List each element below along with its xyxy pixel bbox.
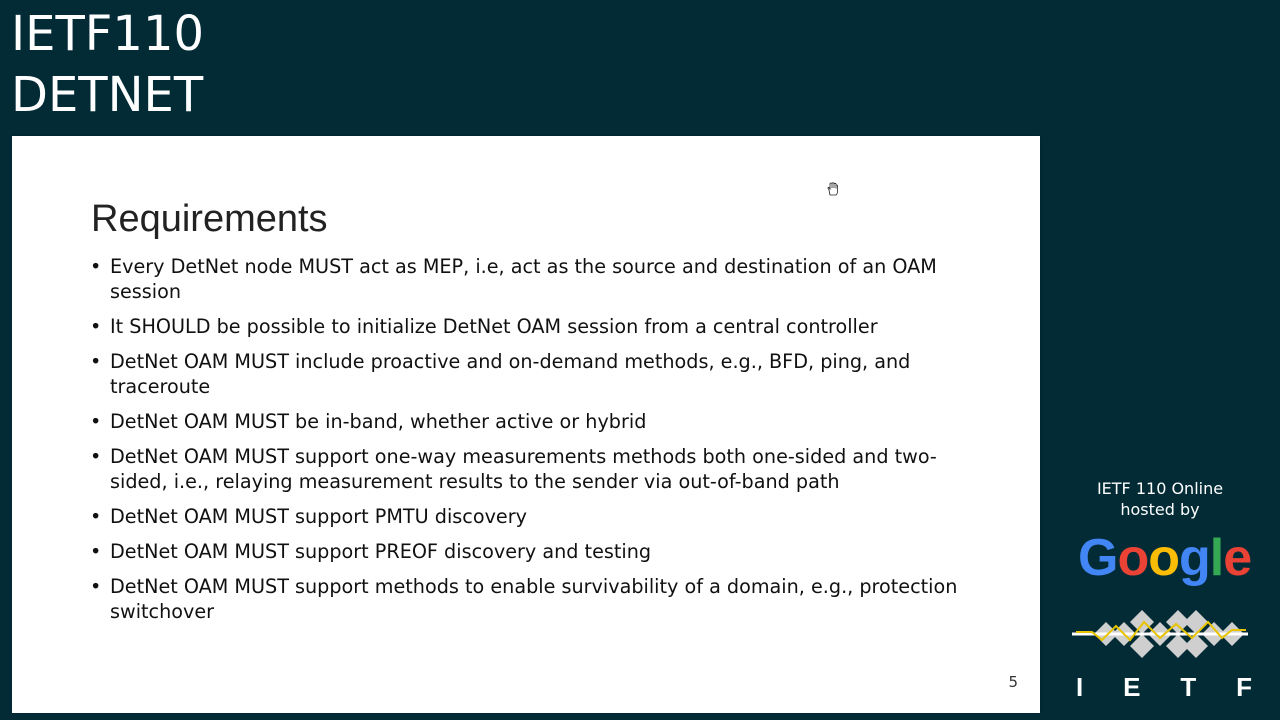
- bullet-item: • It SHOULD be possible to initialize DetNet OAM session from a central controller: [90, 314, 960, 339]
- bullet-item: • DetNet OAM MUST include proactive and on-demand methods, e.g., BFD, ping, and traceroute: [90, 349, 960, 399]
- sponsor-line1: IETF 110 Online: [1096, 479, 1224, 498]
- slide-page-number: 5: [1008, 673, 1018, 691]
- sponsor-text: [1060, 478, 1260, 520]
- slide-area: [12, 136, 1040, 713]
- ietf-logo-letters: [1076, 672, 1252, 703]
- bullet-item: • DetNet OAM MUST be in-band, whether active or hybrid: [90, 409, 960, 434]
- ietf-logo-letter: T: [1180, 672, 1197, 702]
- session-title-line1: IETF110: [11, 6, 205, 62]
- google-logo-letter: e: [1223, 529, 1252, 587]
- slide-heading: Requirements: [91, 198, 328, 240]
- bullet-item: • DetNet OAM MUST support methods to enable survivability of a domain, e.g., protection switchover: [90, 574, 960, 624]
- hand-cursor-icon: [826, 182, 840, 196]
- google-logo-letter: l: [1209, 529, 1224, 587]
- google-logo-letter: g: [1178, 529, 1210, 587]
- bullet-list: [90, 254, 960, 634]
- sponsor-line2: hosted by: [1120, 500, 1200, 519]
- google-logo: [1078, 528, 1251, 588]
- google-logo-letter: G: [1078, 529, 1118, 587]
- ietf-logo-graphic: [1072, 608, 1248, 660]
- google-logo-letter: o: [1117, 529, 1149, 587]
- session-title-line2: DETNET: [11, 67, 204, 123]
- ietf-logo-letter: I: [1076, 672, 1084, 702]
- bullet-item: • Every DetNet node MUST act as MEP, i.e, act as the source and destination of an OAM session: [90, 254, 960, 304]
- ietf-logo-letter: E: [1123, 672, 1141, 702]
- ietf-logo-letter: F: [1236, 672, 1252, 702]
- google-logo-letter: o: [1148, 529, 1179, 587]
- bullet-item: • DetNet OAM MUST support PREOF discovery and testing: [90, 539, 960, 564]
- bullet-item: • DetNet OAM MUST support one-way measurements methods both one-sided and two-sided, i.e., relaying measurement results to the sender via out-of-band path: [90, 444, 960, 494]
- session-title: [11, 4, 204, 126]
- bullet-item: • DetNet OAM MUST support PMTU discovery: [90, 504, 960, 529]
